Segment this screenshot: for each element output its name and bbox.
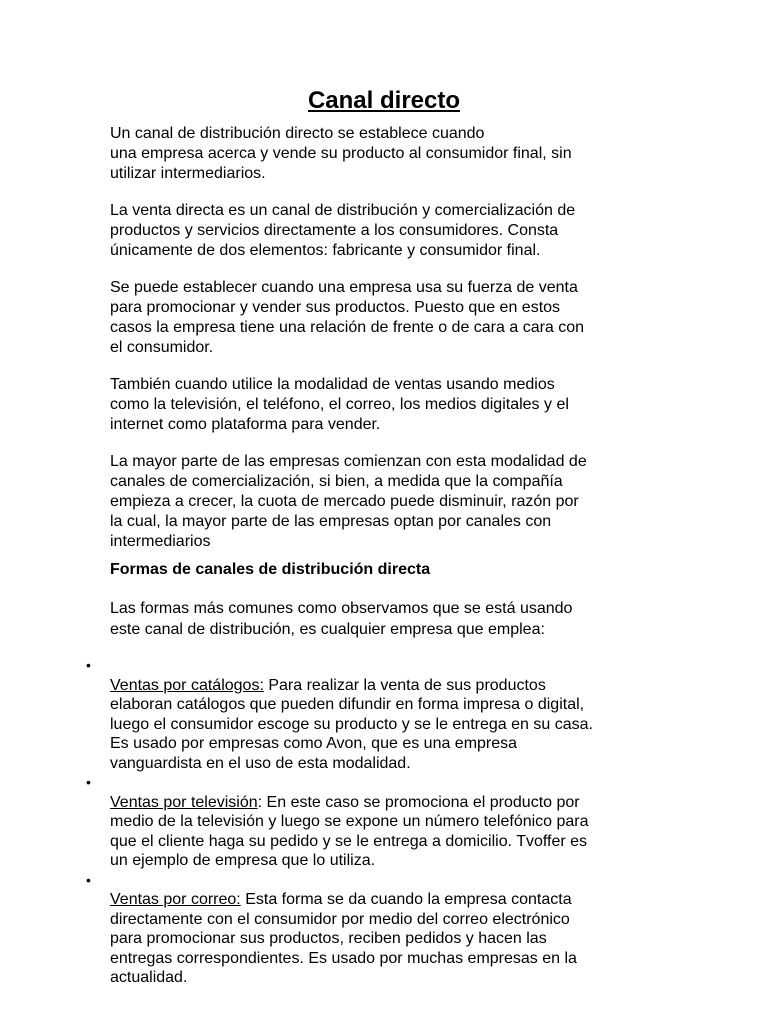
- paragraph-4: También cuando utilice la modalidad de ventas usando medios como la televisión, el teléfono, el correo, los medios digitales y el internet como plataforma para vender.: [110, 376, 569, 433]
- paragraph-1: Un canal de distribución directo se establece cuando una empresa acerca y vende su producto al consumidor final, sin utilizar intermediarios.: [110, 125, 572, 182]
- list-item-text: Esta forma se da cuando la empresa contacta directamente con el consumidor por medio del correo electrónico para promocionar sus productos, reciben pedidos y hacen las entregas correspondientes. Es usado por muchas empresas en la actualidad.: [110, 891, 577, 986]
- section-subheading: Formas de canales de distribución directa: [110, 561, 431, 578]
- paragraph-2: La venta directa es un canal de distribución y comercialización de productos y servicios directamente a los consumidores. Consta únicamente de dos elementos: fabricante y consumidor final.: [110, 202, 576, 259]
- list-item: [0, 871, 670, 988]
- paragraph-3: Se puede establecer cuando una empresa usa su fuerza de venta para promocionar y vender sus productos. Puesto que en estos casos la empresa tiene una relación de frente o de cara a cara con el consumidor.: [110, 279, 585, 356]
- list-item: [0, 656, 670, 773]
- page-title: Canal directo: [307, 87, 461, 114]
- intro-paragraph: Las formas más comunes como observamos que se está usando este canal de distribución, es cualquier empresa que emplea:: [110, 600, 573, 638]
- list-item-term: Ventas por televisión: [110, 793, 258, 811]
- list-item-term: Ventas por catálogos:: [110, 676, 264, 694]
- bullet-icon: •: [86, 774, 91, 790]
- bullet-icon: •: [86, 657, 91, 673]
- list-item-text: : En este caso se promociona el producto por medio de la televisión y luego se expone un número telefónico para que el cliente haga su pedido y se le entrega a domicilio. Tvoffer es un ejemplo de empresa que lo utiliza.: [110, 793, 589, 869]
- forms-list: [0, 656, 768, 988]
- list-item-text: Para realizar la venta de sus productos elaboran catálogos que pueden difundir en forma impresa o digital, luego el consumidor escoge su producto y se le entrega en su casa. Es usado por empresas como Avon, que es una empresa vanguardista en el uso de esta modalidad.: [110, 676, 593, 772]
- bullet-icon: •: [86, 871, 91, 888]
- list-item: [0, 773, 670, 871]
- paragraph-5: La mayor parte de las empresas comienzan con esta modalidad de canales de comercialización, si bien, a medida que la compañía empieza a crecer, la cuota de mercado puede disminuir, razón por la cual, la mayor parte de las empresas optan por canales con intermediarios: [110, 453, 587, 550]
- list-item-term: Ventas por correo:: [110, 891, 241, 908]
